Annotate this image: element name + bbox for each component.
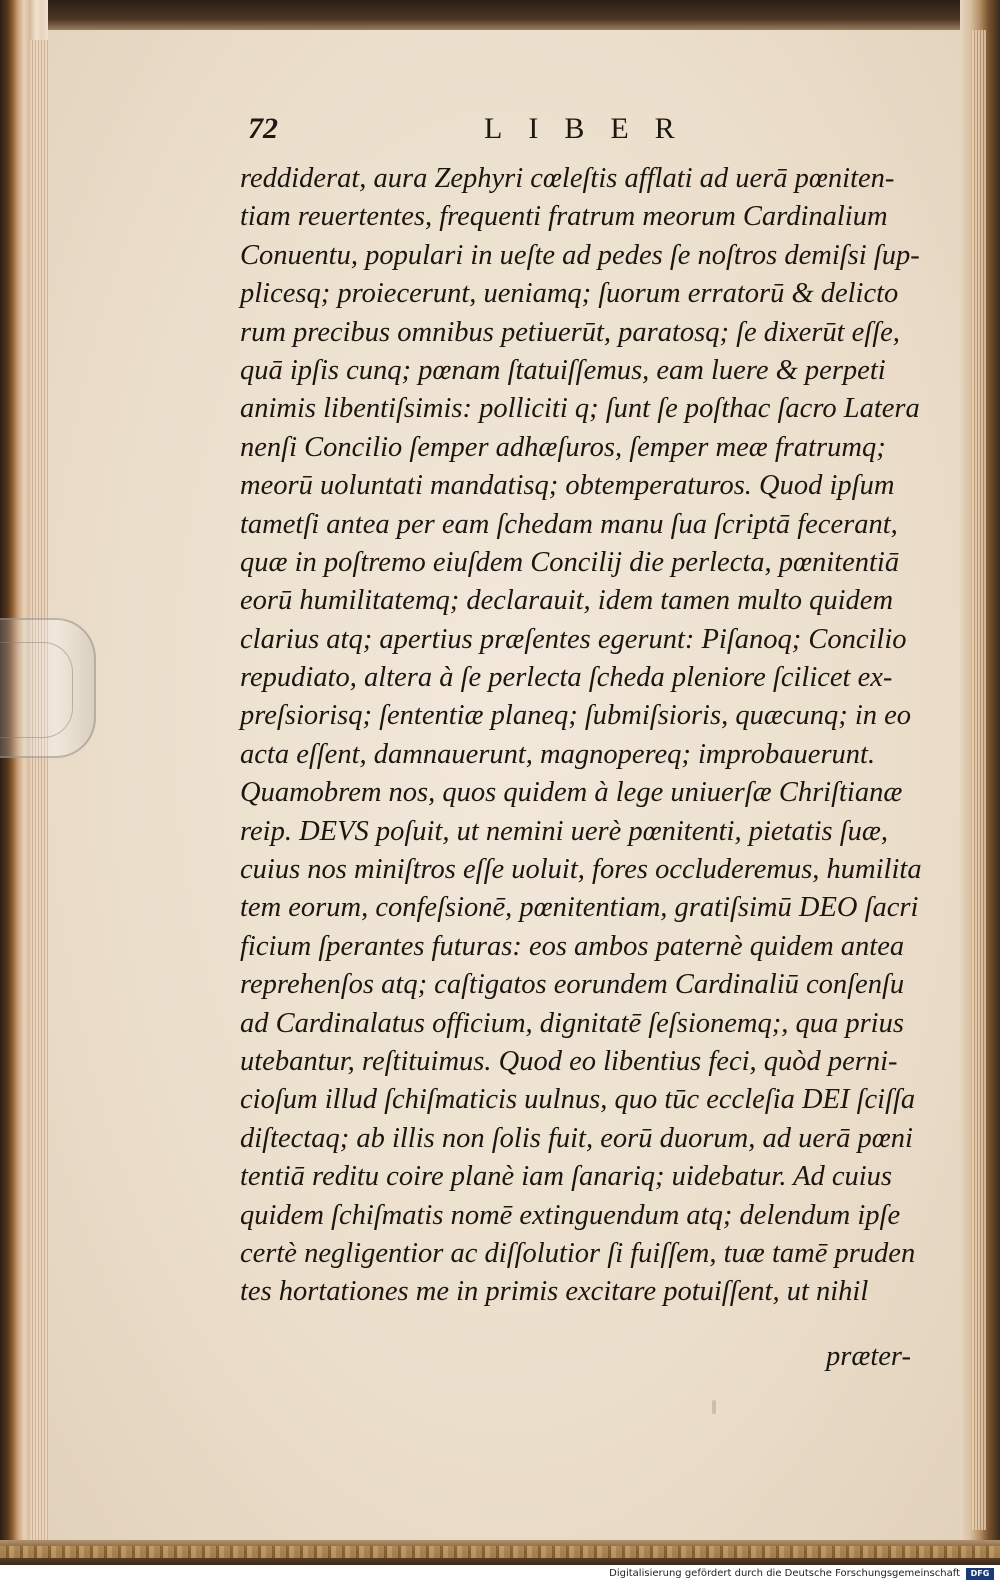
text-line: acta eſſent, damnauerunt, magnopereq; improbauerunt. [240, 738, 876, 770]
text-line: repudiato, altera à ſe perlecta ſcheda pleniore ſcilicet ex- [240, 662, 893, 694]
text-line: tentiā reditu coire planè iam ſanariq; uidebatur. Ad cuius [240, 1161, 893, 1193]
page-stack-right [972, 30, 986, 1530]
running-head: LIBER [484, 112, 701, 145]
text-line: reip. DEVS poſuit, ut nemini uerè pœnitenti, pietatis ſuæ, [240, 815, 889, 847]
text-line: clarius atq; apertius præſentes egerunt: Piſanoq; Concilio [240, 623, 907, 655]
text-line: ficium ſperantes futuras: eos ambos paternè quidem antea [240, 930, 905, 962]
page-number: 72 [248, 112, 278, 145]
text-line: cioſum illud ſchiſmaticis uulnus, quo tūc eccleſia DEI ſciſſa [240, 1084, 916, 1116]
text-line: Conuentu, populari in ueſte ad pedes ſe noſtros demiſsi ſup- [240, 239, 920, 271]
page-header [248, 112, 948, 152]
page-holder-clip [0, 618, 96, 758]
text-line: utebantur, reſtituimus. Quod eo libentius feci, quòd perni- [240, 1045, 898, 1077]
text-line: tes hortationes me in primis excitare potuiſſent, ut nihil [240, 1276, 869, 1308]
body-text [240, 160, 936, 1312]
page-stack-left [30, 40, 48, 1540]
text-line: certè negligentior ac diſſolutior ſi fuiſſem, tuæ tamē pruden [240, 1237, 916, 1269]
text-line: reprehenſos atq; caſtigatos eorundem Cardinaliū conſenſu [240, 969, 905, 1001]
book-top-edge [0, 0, 1000, 32]
text-line: meorū uoluntati mandatisq; obtemperaturos. Quod ipſum [240, 470, 895, 502]
text-line: cuius nos miniſtros eſſe uoluit, fores occluderemus, humilita [240, 854, 922, 886]
text-line: eorū humilitatemq; declarauit, idem tamen multo quidem [240, 585, 894, 617]
funding-credit: Digitalisierung gefördert durch die Deutsche Forschungsgemeinschaft [609, 1568, 960, 1579]
text-line: quā ipſis cunq; pœnam ſtatuiſſemus, eam luere & perpeti [240, 354, 886, 386]
text-line: nenſi Concilio ſemper adhæſuros, ſemper meæ fratrumq; [240, 431, 886, 463]
text-line: tiam reuertentes, frequenti fratrum meorum Cardinalium [240, 201, 888, 233]
text-line: tametſi antea per eam ſchedam manu ſua ſcriptā fecerant, [240, 508, 898, 540]
catchword: præter- [826, 1341, 911, 1372]
paper-stain [712, 1400, 716, 1414]
text-line: plicesq; proiecerunt, ueniamq; ſuorum erratorū & delicto [240, 278, 899, 310]
text-line: reddiderat, aura Zephyri cœleſtis afflati ad uerā pœniten- [240, 163, 895, 194]
text-line: rum precibus omnibus petiuerūt, paratosq; ſe dixerūt eſſe, [240, 316, 900, 348]
text-line: tem eorum, confeſsionē, pœnitentiam, gratiſsimū DEO ſacri [240, 892, 919, 924]
text-line: animis libentiſsimis: polliciti q; ſunt ſe poſthac ſacro Latera [240, 393, 920, 425]
digitization-footer [0, 1565, 1000, 1585]
text-line: ad Cardinalatus officium, dignitatē ſeſsionemq;, qua prius [240, 1007, 904, 1039]
text-line: diſtectaq; ab illis non ſolis fuit, eorū duorum, ad uerā pœni [240, 1122, 913, 1154]
text-line: Quamobrem nos, quos quidem à lege uniuerſæ Chriſtianæ [240, 777, 903, 809]
page-holder-clip-inner [0, 642, 73, 738]
text-line: quæ in poſtremo eiuſdem Concilij die perlecta, pœnitentiā [240, 546, 900, 578]
text-line: preſsiorisq; ſententiæ planeq; ſubmiſsioris, quæcunq; in eo [240, 700, 912, 732]
text-line: quidem ſchiſmatis nomē extinguendum atq; delendum ipſe [240, 1199, 901, 1231]
dfg-logo: DFG [966, 1568, 994, 1580]
gilt-edge-decoration [0, 1546, 1000, 1558]
